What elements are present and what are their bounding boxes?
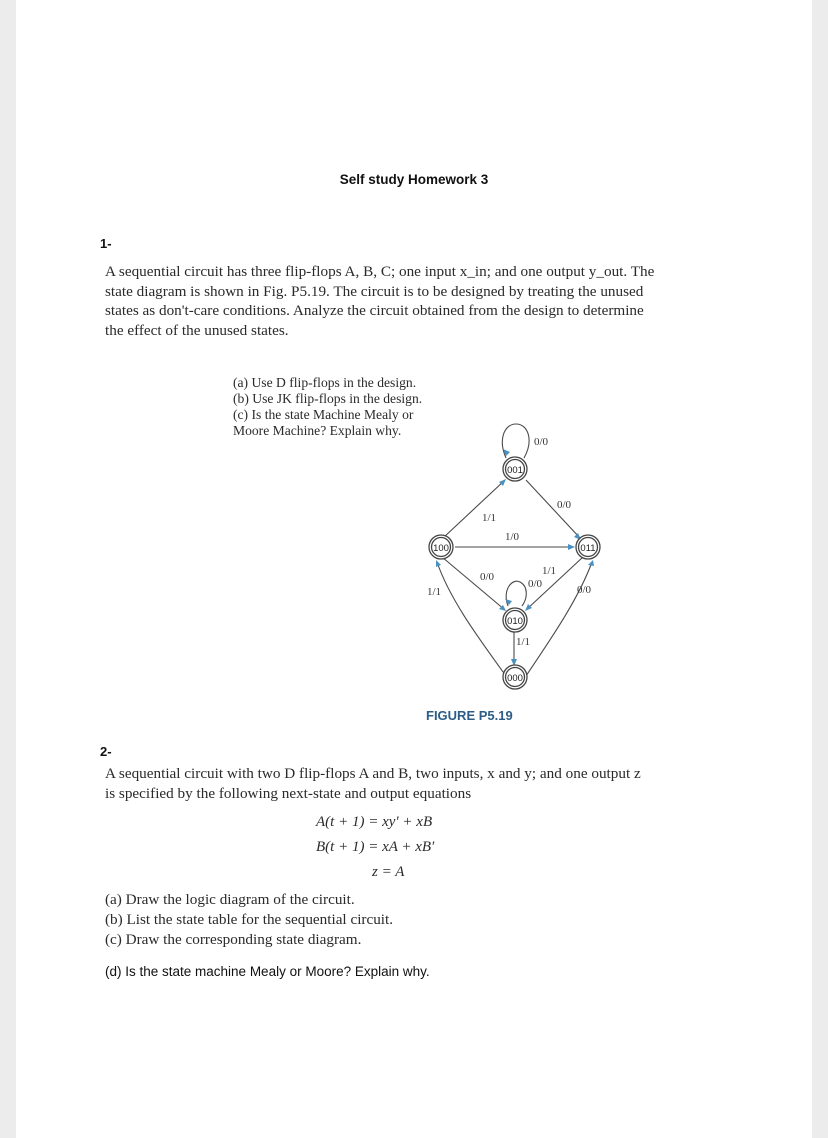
arrowhead	[568, 544, 575, 550]
svg-text:100: 100	[433, 543, 449, 554]
question-1-number: 1-	[100, 236, 112, 251]
svg-text:010: 010	[507, 616, 523, 627]
label-000-011: 0/0	[577, 584, 592, 596]
question-2-part-a: (a) Draw the logic diagram of the circuit.	[105, 891, 355, 908]
question-1-part-a: (a) Use D flip-flops in the design.	[233, 375, 417, 390]
label-100-001: 1/1	[482, 512, 497, 524]
svg-text:000: 000	[507, 673, 523, 684]
equation-b: B(t + 1) = xA + xB′	[316, 839, 435, 855]
state-011	[576, 535, 600, 559]
label-100-011: 1/0	[505, 531, 520, 543]
page-title: Self study Homework 3	[339, 172, 489, 187]
state-100	[429, 535, 453, 559]
question-2-line: is specified by the following next-state and output equations	[105, 784, 472, 802]
question-2-part-b: (b) List the state table for the sequential circuit.	[105, 911, 394, 928]
edge-000-100	[437, 562, 506, 676]
question-2-part-d: (d) Is the state machine Mealy or Moore? Explain why.	[105, 964, 430, 979]
label-000-100: 1/1	[427, 586, 442, 598]
label-001-self: 0/0	[534, 436, 549, 448]
arrowhead	[588, 560, 594, 566]
svg-text:011: 011	[580, 543, 596, 554]
question-2-parts	[105, 890, 393, 950]
question-2-text	[105, 764, 641, 803]
label-010-000: 1/1	[516, 636, 531, 648]
equation-a: A(t + 1) = xy′ + xB	[316, 814, 433, 830]
label-010-self: 0/0	[528, 578, 543, 590]
question-1-part-b: (b) Use JK flip-flops in the design.	[233, 391, 423, 406]
edge-001-011	[526, 480, 580, 538]
state-001	[503, 457, 527, 481]
label-011-010: 1/1	[542, 565, 557, 577]
question-2-part-c: (c) Draw the corresponding state diagram.	[105, 931, 362, 948]
arrowhead	[505, 599, 512, 605]
question-2-number: 2-	[100, 744, 112, 759]
label-100-010: 0/0	[480, 571, 495, 583]
question-1-part-c: (c) Is the state Machine Mealy or	[233, 407, 414, 422]
edge-100-001	[443, 480, 505, 538]
figure-caption: FIGURE P5.19	[426, 708, 513, 723]
question-1-line: A sequential circuit has three flip-flops A, B, C; one input x_in; and one output y_out. The	[105, 263, 655, 280]
question-2-line: A sequential circuit with two D flip-flops A and B, two inputs, x and y; and one output z	[105, 765, 641, 782]
arrowhead	[436, 560, 441, 567]
label-001-011: 0/0	[557, 499, 572, 511]
question-1-line: states as don't-care conditions. Analyze the circuit obtained from the design to determine	[105, 302, 644, 319]
edge-100-010	[442, 557, 505, 610]
state-000	[503, 665, 527, 689]
equation-z: z = A	[372, 864, 405, 880]
question-1-line: state diagram is shown in Fig. P5.19. The circuit is to be designed by treating the unused	[105, 282, 644, 300]
question-1-line: the effect of the unused states.	[105, 321, 289, 339]
svg-text:001: 001	[507, 465, 523, 476]
question-1-part-c-cont: Moore Machine? Explain why.	[233, 423, 402, 438]
state-010	[503, 608, 527, 632]
